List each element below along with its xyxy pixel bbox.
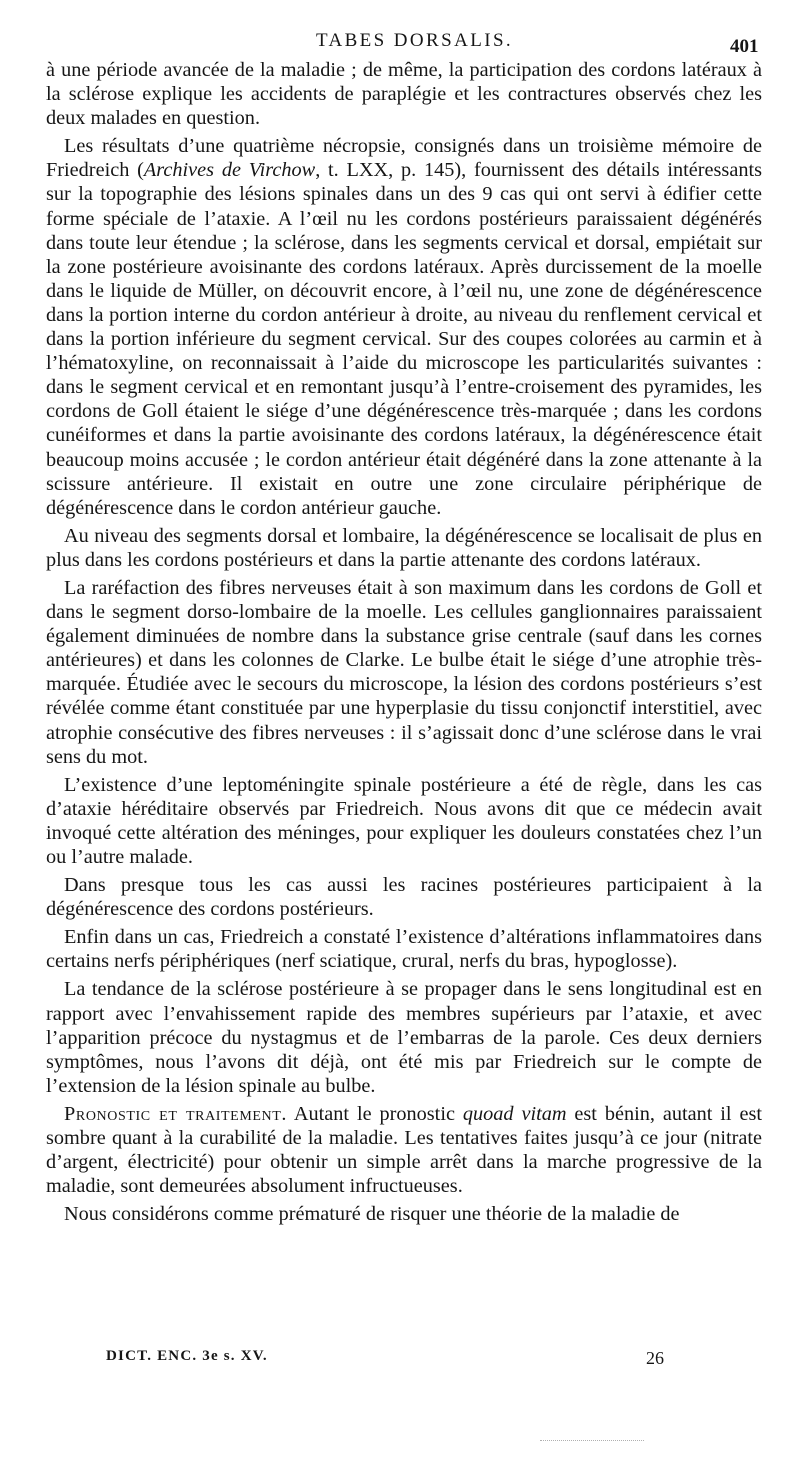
page-footer: [0, 1344, 800, 1374]
page-header: [0, 30, 800, 56]
text-run: L’existence d’une leptoméningite spinale postérieure a été de règle, dans les cas d’ataxie héréditaire observés par Friedreich. Nous avons dit que ce médecin avait invoqué cette altération des méninges, pour expliquer les douleurs constatées chez l’un ou l’autre malade.: [46, 773, 762, 868]
text-run: Au niveau des segments dorsal et lombaire, la dégénérescence se localisait de plus en plus dans les cordons postérieurs et dans la partie attenante des cordons latéraux.: [46, 524, 762, 571]
body-text: [46, 58, 762, 1226]
page-number: 401: [730, 36, 759, 57]
scan-artifact: [540, 1440, 644, 1445]
paragraph: [46, 524, 762, 572]
paragraph: [46, 925, 762, 973]
paragraph: [46, 576, 762, 769]
paragraph: [46, 1102, 762, 1198]
text-run: Enfin dans un cas, Friedreich a constaté l’existence d’altérations inflammatoires dans certains nerfs périphériques (nerf sciatique, crural, nerfs du bras, hypoglosse).: [46, 926, 762, 973]
text-run: Les résultats d’une quatrième nécropsie, consignés dans un troisième mémoire de Friedreich (: [46, 135, 762, 182]
text-run: à une période avancée de la maladie ; de même, la participation des cordons latéraux à la sclérose explique les accidents de paraplégie et les contractures observés chez les deux malades en question.: [46, 59, 762, 130]
text-run: , t. LXX, p. 145), fournissent des détails intéressants sur la topographie des lésions spinales dans un des 9 cas qui ont servi à édifier cette forme spéciale de l’ataxie. A l’œil nu les cordons postérieurs paraissaient dégénérés dans toute leur étendue ; la sclérose, dans les segments cervical et dorsal, empiétait sur la zone postérieure avoisinante des cordons latéraux. Après durcissement de la moelle dans le liquide de Müller, on découvrit encore, à l’œil nu, une zone de dégénérescence dans la portion interne du cordon antérieur à droite, au niveau du renflement cervical et dans la portion inférieure du segment cervical. Sur des coupes colorées au carmin et à l’hématoxyline, on reconnaissait à l’aide du microscope les particularités suivantes : dans le segment cervical et en remontant jusqu’à l’entre-croisement des pyramides, les cordons de Goll étaient le siége d’une dégénérescence très-marquée ; dans les cordons cunéiformes et dans la partie avoisinante des cordons latéraux, la dégénérescence était beaucoup moins accusée ; le cordon antérieur était dégénéré dans la zone attenante à la scissure antérieure. Il existait en outre une zone circulaire périphérique de dégénérescence dans le cordon antérieur gauche.: [46, 159, 762, 519]
running-title: TABES DORSALIS.: [316, 30, 514, 51]
paragraph: [46, 977, 762, 1097]
paragraph: [46, 134, 762, 520]
printer-signature: DICT. ENC. 3e s. XV.: [106, 1348, 268, 1364]
text-run: La tendance de la sclérose postérieure à se propager dans le sens longitudinal est en rapport avec l’envahissement rapide des membres supérieurs par l’ataxie, et avec l’apparition précoce du nystagmus et de l’embarras de la parole. Ces deux derniers symptômes, nous l’avons dit déjà, ont été mis par Friedreich sur le compte de l’extension de la lésion spinale au bulbe.: [46, 978, 762, 1097]
paragraph: [46, 1202, 762, 1226]
paragraph: [46, 58, 762, 130]
signature-number: 26: [646, 1348, 664, 1368]
paragraph: [46, 773, 762, 869]
text-run: Dans presque tous les cas aussi les racines postérieures participaient à la dégénérescence des cordons postérieurs.: [46, 874, 762, 921]
text-run: est bénin, autant il est sombre quant à la curabilité de la maladie. Les tentatives faites jusqu’à ce jour (nitrate d’argent, électricité) pour obtenir un simple arrêt dans la marche progressive de la maladie, sont demeurées absolument infructueuses.: [46, 1102, 762, 1198]
italic-text: Archives de Virchow: [143, 159, 316, 182]
section-heading: Pronostic et traitement.: [64, 1102, 288, 1125]
text-run: La raréfaction des fibres nerveuses était à son maximum dans les cordons de Goll et dans le segment dorso-lombaire de la moelle. Les cellules ganglionnaires paraissaient également diminuées de nombre dans la substance grise centrale (sauf dans les cornes antérieures) et dans les colonnes de Clarke. Le bulbe était le siége d’une atrophie très-marquée. Étudiée avec le secours du microscope, la lésion des cordons postérieurs s’est révélée comme étant constituée par une hyperplasie du tissu conjonctif interstitiel, avec atrophie consécutive des fibres nerveuses : il s’agissait donc d’une sclérose dans le vrai sens du mot.: [46, 576, 762, 768]
text-run: Nous considérons comme prématuré de risquer une théorie de la maladie de: [64, 1203, 680, 1226]
paragraph: [46, 873, 762, 921]
text-run: Autant le pronostic: [287, 1102, 463, 1125]
italic-text: quoad vitam: [462, 1102, 567, 1125]
